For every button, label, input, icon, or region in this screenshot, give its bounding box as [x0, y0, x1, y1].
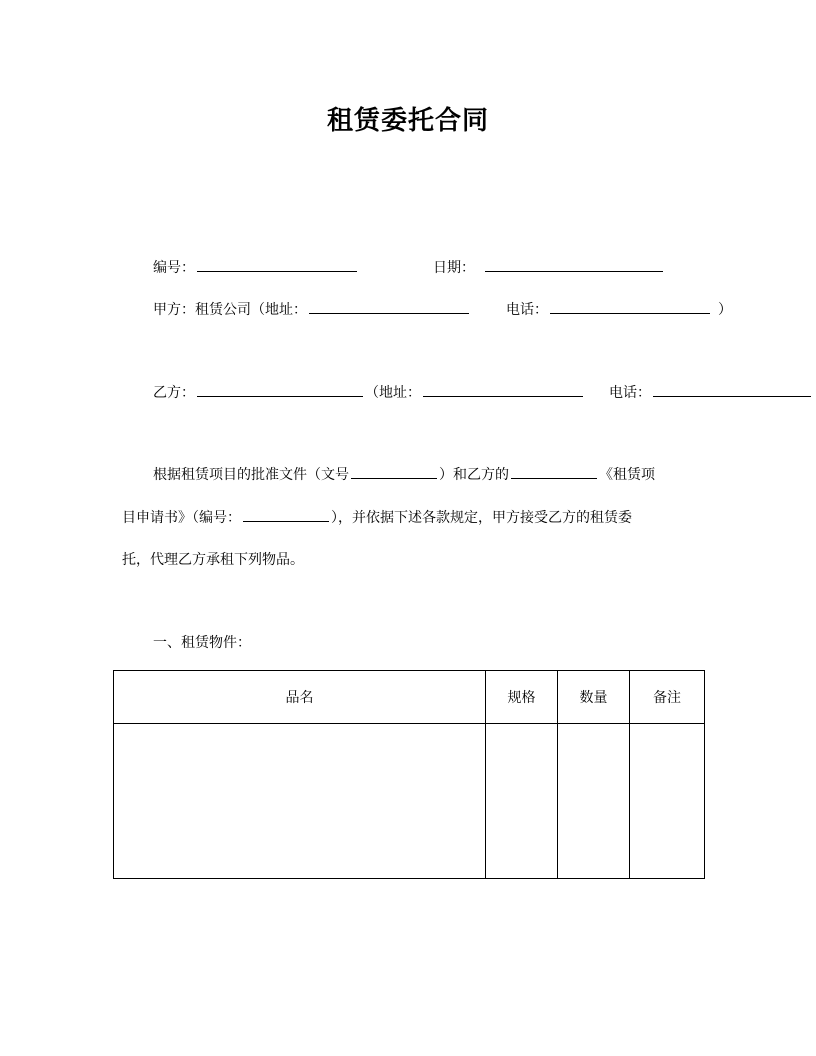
party-b-label: 乙方：: [153, 385, 195, 401]
party-b-phone-label: 电话：: [609, 385, 651, 401]
party-b-phone-blank[interactable]: [653, 382, 811, 397]
column-header-quantity: 数量: [558, 671, 630, 724]
date-label: 日期：: [433, 260, 475, 276]
cell-name[interactable]: [114, 724, 486, 879]
column-header-remarks: 备注: [630, 671, 705, 724]
body-line-1-b: ）和乙方的: [439, 467, 509, 483]
party-a-phone-label: 电话：: [506, 302, 548, 318]
party-b-blank[interactable]: [511, 464, 597, 479]
cell-remarks[interactable]: [630, 724, 705, 879]
body-line-2: [122, 507, 632, 527]
number-row: [153, 257, 359, 278]
party-a-phone-row: [506, 299, 732, 320]
section-1-heading: 一、租赁物件：: [153, 635, 251, 651]
number-label: 编号：: [153, 260, 195, 276]
party-b-name-blank[interactable]: [197, 382, 363, 397]
number-blank[interactable]: [197, 257, 357, 272]
party-a-phone-blank[interactable]: [550, 299, 710, 314]
body-line-3: 托，代理乙方承租下列物品。: [122, 552, 304, 568]
column-header-name: 品名: [114, 671, 486, 724]
party-a-close-paren: ）: [718, 302, 732, 318]
table-header-row: [114, 671, 705, 724]
party-a-prefix: 甲方：租赁公司（地址：: [153, 302, 307, 318]
date-row: [433, 257, 665, 278]
body-line-1: [153, 464, 655, 484]
body-line-2-b: ），并依据下述各款规定，甲方接受乙方的租赁委: [331, 510, 632, 526]
body-line-1-a: 根据租赁项目的批准文件（文号: [153, 467, 349, 483]
application-number-blank[interactable]: [243, 507, 329, 522]
body-line-1-c: 《租赁项: [599, 467, 655, 483]
document-number-blank[interactable]: [351, 464, 437, 479]
date-blank[interactable]: [485, 257, 663, 272]
lease-items-table: [113, 670, 705, 879]
party-b-phone-row: [609, 382, 813, 403]
column-header-spec: 规格: [486, 671, 558, 724]
party-a-row: [153, 299, 471, 320]
party-b-address-blank[interactable]: [423, 382, 583, 397]
cell-quantity[interactable]: [558, 724, 630, 879]
party-a-address-blank[interactable]: [309, 299, 469, 314]
party-b-row: [153, 382, 585, 403]
cell-spec[interactable]: [486, 724, 558, 879]
document-title: 租赁委托合同: [326, 106, 489, 136]
party-b-address-label: （地址：: [365, 385, 421, 401]
table-row: [114, 724, 705, 879]
body-line-2-a: 目申请书》（编号：: [122, 510, 241, 526]
